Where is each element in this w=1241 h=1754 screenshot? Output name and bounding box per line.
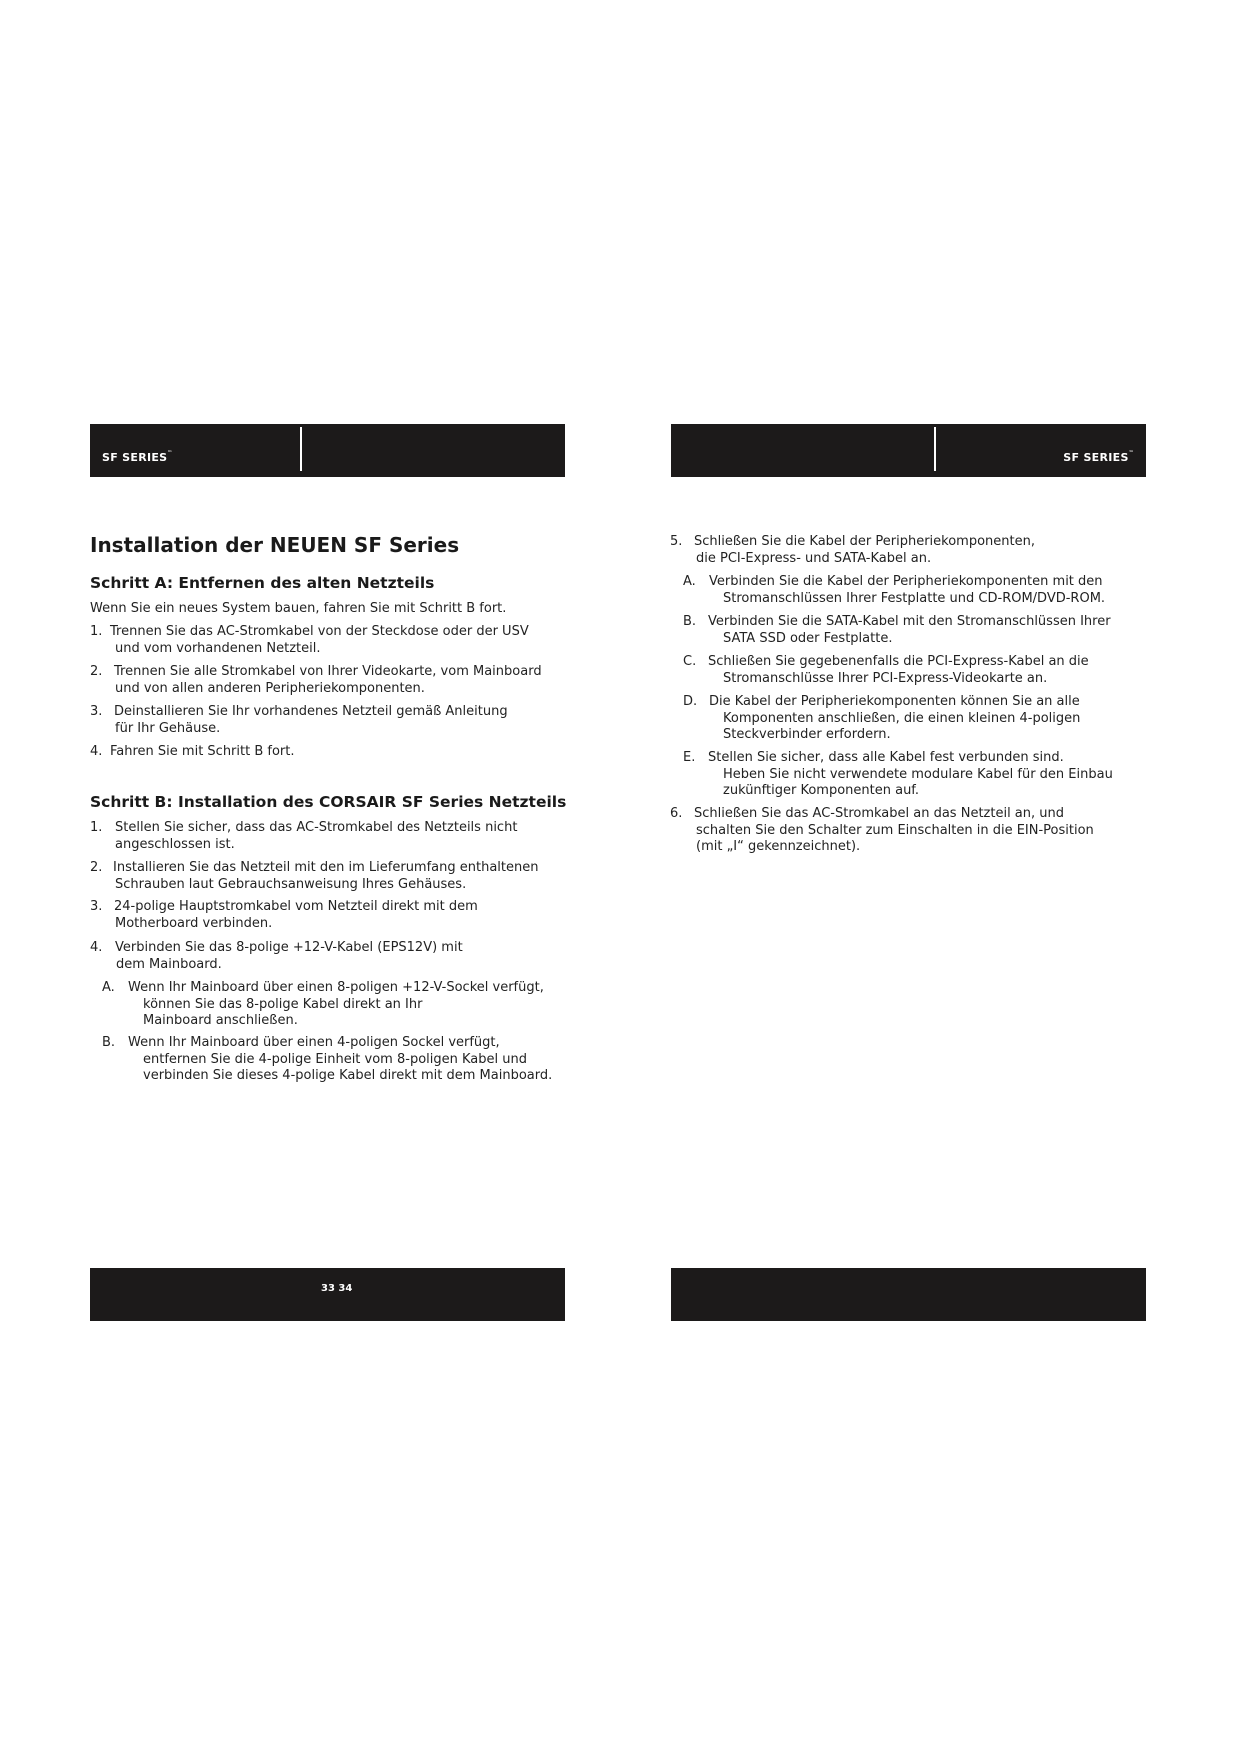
right-subitem-a-num: A. bbox=[683, 574, 696, 589]
right-brand-tm: ™ bbox=[1128, 450, 1134, 456]
right-subitem-a-line1: Verbinden Sie die Kabel der Peripheriekomponenten mit den bbox=[709, 574, 1103, 589]
right-subitem-b-line2: SATA SSD oder Festplatte. bbox=[723, 630, 893, 646]
right-subitem-d-line2: Komponenten anschließen, die einen kleinen 4-poligen bbox=[723, 710, 1081, 726]
page-title: Installation der NEUEN SF Series bbox=[90, 533, 460, 557]
step-b-subitem-a bbox=[102, 980, 544, 1030]
left-header-bar bbox=[90, 424, 565, 477]
step-a-item-3-line1: Deinstallieren Sie Ihr vorhandenes Netzteil gemäß Anleitung bbox=[114, 704, 508, 719]
step-b-item-4-num: 4. bbox=[90, 940, 103, 955]
step-a-item-4-num: 4. bbox=[90, 744, 103, 759]
step-a-item-1-num: 1. bbox=[90, 624, 103, 639]
step-a-item-3-line2: für Ihr Gehäuse. bbox=[115, 720, 221, 736]
step-b-item-3-line2: Motherboard verbinden. bbox=[115, 915, 273, 931]
step-a-item-2-line1: Trennen Sie alle Stromkabel von Ihrer Videokarte, vom Mainboard bbox=[114, 664, 542, 679]
step-b-item-3 bbox=[90, 899, 478, 932]
step-a-item-4-line1: Fahren Sie mit Schritt B fort. bbox=[110, 744, 295, 759]
step-b-subitem-a-num: A. bbox=[102, 980, 115, 995]
step-b-item-1-num: 1. bbox=[90, 820, 103, 835]
step-b-item-2-num: 2. bbox=[90, 860, 103, 875]
right-subitem-d-line3: Steckverbinder erfordern. bbox=[723, 727, 891, 742]
step-b-item-2 bbox=[90, 860, 538, 893]
right-subitem-e-num: E. bbox=[683, 750, 696, 765]
step-a-heading: Schritt A: Entfernen des alten Netzteils bbox=[90, 574, 435, 592]
right-item-6-line1: Schließen Sie das AC-Stromkabel an das Netzteil an, und bbox=[694, 806, 1065, 821]
page-numbers: 33 34 bbox=[321, 1283, 353, 1294]
left-header-divider bbox=[300, 427, 302, 471]
step-b-item-1-line1: Stellen Sie sicher, dass das AC-Stromkabel des Netzteils nicht bbox=[115, 820, 518, 835]
step-b-subitem-a-line1: Wenn Ihr Mainboard über einen 8-poligen +12-V-Sockel verfügt, bbox=[128, 980, 544, 995]
right-subitem-e-line2: Heben Sie nicht verwendete modulare Kabel für den Einbau bbox=[723, 766, 1113, 782]
right-subitem-a bbox=[683, 574, 1105, 607]
left-header-brand bbox=[102, 451, 173, 464]
right-subitem-e-line3: zukünftiger Komponenten auf. bbox=[723, 783, 920, 798]
right-footer-bar bbox=[671, 1268, 1146, 1321]
right-subitem-c-line2: Stromanschlüsse Ihrer PCI-Express-Videokarte an. bbox=[723, 670, 1048, 686]
step-a-item-3 bbox=[90, 704, 508, 737]
step-b-heading: Schritt B: Installation des CORSAIR SF Series Netzteils bbox=[90, 793, 567, 811]
right-brand-text: SF SERIES bbox=[1063, 451, 1129, 464]
step-b-subitem-a-line3: Mainboard anschließen. bbox=[143, 1013, 298, 1028]
step-b-item-3-line1: 24-polige Hauptstromkabel vom Netzteil direkt mit dem bbox=[114, 899, 478, 914]
right-subitem-a-line2: Stromanschlüssen Ihrer Festplatte und CD-ROM/DVD-ROM. bbox=[723, 590, 1106, 606]
right-item-5-line1: Schließen Sie die Kabel der Peripheriekomponenten, bbox=[694, 534, 1035, 549]
step-a-item-1 bbox=[90, 624, 529, 657]
right-subitem-e-line1: Stellen Sie sicher, dass alle Kabel fest verbunden sind. bbox=[708, 750, 1064, 765]
right-subitem-c-line1: Schließen Sie gegebenenfalls die PCI-Express-Kabel an die bbox=[708, 654, 1089, 669]
step-a-item-2-line2: und von allen anderen Peripheriekomponenten. bbox=[115, 680, 425, 696]
right-subitem-b bbox=[683, 614, 1111, 647]
step-b-item-4-line2: dem Mainboard. bbox=[116, 956, 222, 972]
step-a-intro: Wenn Sie ein neues System bauen, fahren Sie mit Schritt B fort. bbox=[90, 601, 507, 616]
right-item-6-num: 6. bbox=[670, 806, 683, 821]
step-a-item-2-num: 2. bbox=[90, 664, 103, 679]
step-b-subitem-b-num: B. bbox=[102, 1035, 116, 1050]
step-a-item-1-line2: und vom vorhandenen Netzteil. bbox=[115, 640, 321, 656]
right-subitem-d bbox=[683, 694, 1080, 744]
left-brand-text: SF SERIES bbox=[102, 451, 168, 464]
right-header-brand bbox=[1063, 451, 1134, 464]
step-b-item-3-num: 3. bbox=[90, 899, 103, 914]
step-b-item-1 bbox=[90, 820, 517, 853]
right-item-5-num: 5. bbox=[670, 534, 683, 549]
right-item-5-line2: die PCI-Express- und SATA-Kabel an. bbox=[696, 550, 932, 566]
step-b-subitem-b bbox=[102, 1035, 552, 1085]
step-b-item-2-line1: Installieren Sie das Netzteil mit den im Lieferumfang enthaltenen bbox=[113, 860, 539, 875]
step-b-subitem-b-line2: entfernen Sie die 4-polige Einheit vom 8-poligen Kabel und bbox=[143, 1051, 527, 1067]
right-item-6 bbox=[670, 806, 1094, 856]
step-a-item-2 bbox=[90, 664, 542, 697]
step-b-item-4-line1: Verbinden Sie das 8-polige +12-V-Kabel (EPS12V) mit bbox=[115, 940, 463, 955]
step-a-item-3-num: 3. bbox=[90, 704, 103, 719]
right-subitem-d-line1: Die Kabel der Peripheriekomponenten können Sie an alle bbox=[709, 694, 1080, 709]
right-header-bar bbox=[671, 424, 1146, 477]
right-subitem-c bbox=[683, 654, 1089, 687]
step-b-item-4 bbox=[90, 940, 463, 973]
right-item-6-line3: (mit „I“ gekennzeichnet). bbox=[696, 839, 861, 854]
step-b-subitem-b-line3: verbinden Sie dieses 4-polige Kabel direkt mit dem Mainboard. bbox=[143, 1068, 553, 1083]
right-subitem-c-num: C. bbox=[683, 654, 697, 669]
step-b-item-2-line2: Schrauben laut Gebrauchsanweisung Ihres Gehäuses. bbox=[115, 876, 467, 892]
right-item-6-line2: schalten Sie den Schalter zum Einschalten in die EIN-Position bbox=[696, 822, 1094, 838]
right-subitem-e bbox=[683, 750, 1113, 800]
right-item-5 bbox=[670, 534, 1035, 567]
left-brand-tm: ™ bbox=[167, 450, 173, 456]
step-a-item-1-line1: Trennen Sie das AC-Stromkabel von der Steckdose oder der USV bbox=[110, 624, 529, 639]
right-header-divider bbox=[934, 427, 936, 471]
right-subitem-b-num: B. bbox=[683, 614, 697, 629]
right-subitem-b-line1: Verbinden Sie die SATA-Kabel mit den Stromanschlüssen Ihrer bbox=[708, 614, 1111, 629]
right-subitem-d-num: D. bbox=[683, 694, 698, 709]
step-b-item-1-line2: angeschlossen ist. bbox=[115, 836, 235, 852]
step-b-subitem-b-line1: Wenn Ihr Mainboard über einen 4-poligen Sockel verfügt, bbox=[128, 1035, 500, 1050]
step-b-subitem-a-line2: können Sie das 8-polige Kabel direkt an Ihr bbox=[143, 996, 423, 1012]
step-a-item-4 bbox=[90, 744, 295, 761]
left-footer-bar bbox=[90, 1268, 565, 1321]
